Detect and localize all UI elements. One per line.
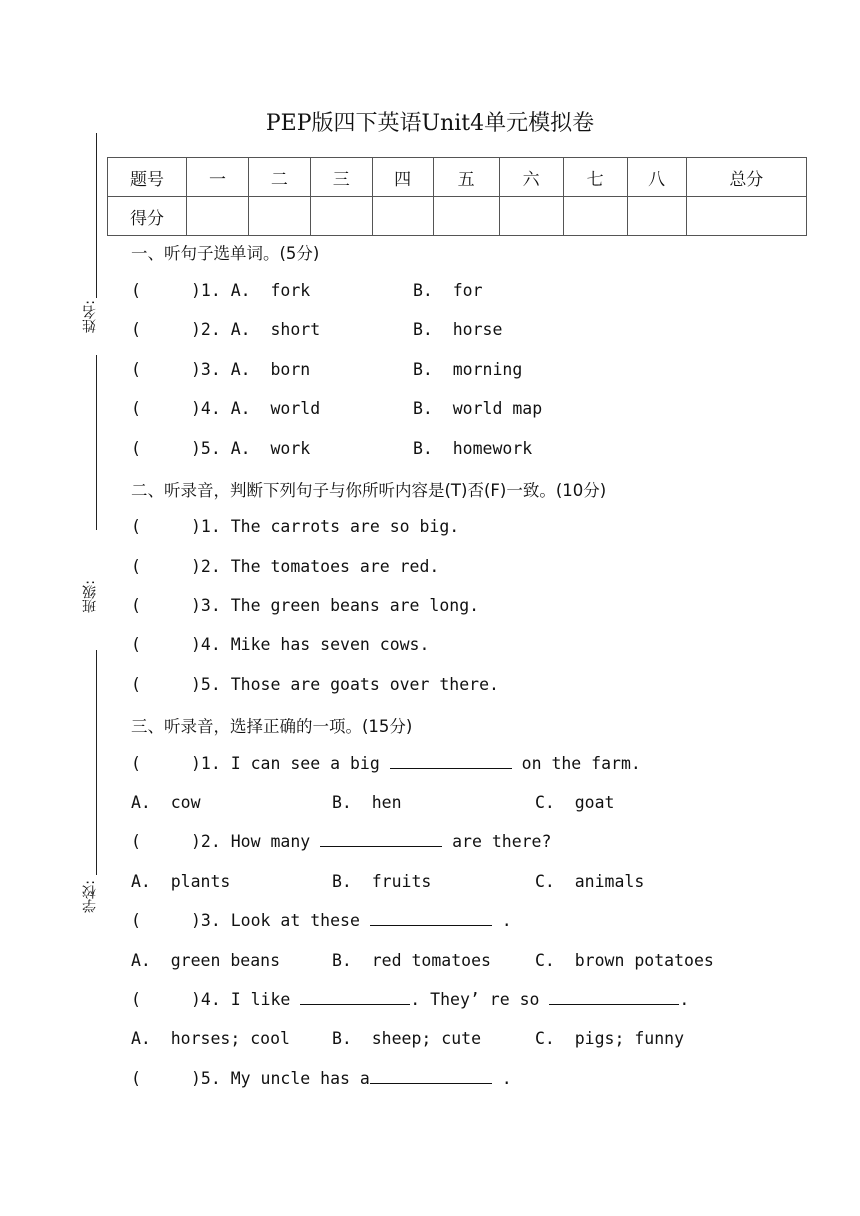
header-cell-1: 一 — [187, 158, 249, 197]
header-cell-8: 八 — [627, 158, 686, 197]
answer-blank[interactable] — [390, 754, 512, 769]
header-cell-label: 题号 — [108, 158, 187, 197]
answer-paren[interactable]: ( — [131, 360, 141, 379]
header-cell-6: 六 — [499, 158, 563, 197]
section-1-heading: 一、听句子选单词。(5分) — [131, 244, 320, 263]
s3-question-5: ( )5. My uncle has a . — [131, 1069, 512, 1088]
s3-question-3: ( )3. Look at these . — [131, 911, 512, 930]
answer-paren[interactable]: ( — [131, 596, 141, 615]
s2-question-3: ( )3. The green beans are long. — [131, 596, 480, 615]
margin-line-middle-2 — [96, 650, 97, 875]
answer-paren[interactable]: ( — [131, 281, 141, 300]
s3-q1-options: A. cow B. hen C. goat — [131, 793, 615, 812]
name-label: 姓名: — [82, 300, 98, 333]
s3-question-1: ( )1. I can see a big on the farm. — [131, 754, 641, 773]
header-cell-3: 三 — [310, 158, 372, 197]
s3-q4-options: A. horses; cool B. sheep; cute C. pigs; funny — [131, 1029, 685, 1048]
answer-paren[interactable]: ( — [131, 439, 141, 458]
score-table — [107, 157, 807, 236]
school-label: 学校: — [82, 880, 98, 913]
answer-blank[interactable] — [549, 990, 679, 1005]
s1-question-4: ( )4. A. world B. world map — [131, 399, 543, 418]
answer-paren[interactable]: ( — [131, 635, 141, 654]
answer-paren[interactable]: ( — [131, 911, 141, 930]
answer-blank[interactable] — [300, 990, 410, 1005]
answer-paren[interactable]: ( — [131, 754, 141, 773]
s3-question-2: ( )2. How many are there? — [131, 832, 552, 851]
page-title: PEP版四下英语Unit4单元模拟卷 — [265, 111, 595, 136]
s1-question-5: ( )5. A. work B. homework — [131, 439, 533, 458]
answer-paren[interactable]: ( — [131, 320, 141, 339]
score-cell[interactable] — [187, 197, 249, 236]
s2-question-1: ( )1. The carrots are so big. — [131, 517, 460, 536]
s2-question-2: ( )2. The tomatoes are red. — [131, 557, 440, 576]
s3-q3-options: A. green beans B. red tomatoes C. brown potatoes — [131, 951, 714, 970]
s3-q2-options: A. plants B. fruits C. animals — [131, 872, 645, 891]
margin-line-middle-1 — [96, 355, 97, 530]
answer-blank[interactable] — [370, 911, 492, 926]
answer-paren[interactable]: ( — [131, 1069, 141, 1088]
class-label: 班级: — [82, 580, 98, 613]
answer-paren[interactable]: ( — [131, 399, 141, 418]
score-cell[interactable] — [499, 197, 563, 236]
answer-paren[interactable]: ( — [131, 675, 141, 694]
s2-question-4: ( )4. Mike has seven cows. — [131, 635, 430, 654]
header-cell-7: 七 — [563, 158, 627, 197]
score-cell[interactable] — [563, 197, 627, 236]
s1-question-1: ( )1. A. fork B. for — [131, 281, 483, 300]
header-cell-2: 二 — [248, 158, 310, 197]
score-cell-total[interactable] — [686, 197, 806, 236]
score-table-score-row — [108, 197, 807, 236]
s1-question-2: ( )2. A. short B. horse — [131, 320, 503, 339]
answer-paren[interactable]: ( — [131, 832, 141, 851]
score-row-label: 得分 — [108, 197, 187, 236]
section-2-heading: 二、听录音，判断下列句子与你所听内容是(T)否(F)一致。(10分) — [131, 481, 607, 500]
answer-paren[interactable]: ( — [131, 557, 141, 576]
s1-question-3: ( )3. A. born B. morning — [131, 360, 523, 379]
score-cell[interactable] — [372, 197, 433, 236]
margin-line-top — [96, 133, 97, 298]
s3-question-4: ( )4. I like . They’ re so . — [131, 990, 690, 1009]
score-cell[interactable] — [433, 197, 499, 236]
score-cell[interactable] — [627, 197, 686, 236]
header-cell-total: 总分 — [686, 158, 806, 197]
header-cell-4: 四 — [372, 158, 433, 197]
header-cell-5: 五 — [433, 158, 499, 197]
answer-blank[interactable] — [320, 832, 442, 847]
s2-question-5: ( )5. Those are goats over there. — [131, 675, 499, 694]
score-cell[interactable] — [248, 197, 310, 236]
score-table-header-row — [108, 158, 807, 197]
score-cell[interactable] — [310, 197, 372, 236]
answer-paren[interactable]: ( — [131, 517, 141, 536]
answer-paren[interactable]: ( — [131, 990, 141, 1009]
section-3-heading: 三、听录音，选择正确的一项。(15分) — [131, 717, 413, 736]
answer-blank[interactable] — [370, 1069, 492, 1084]
